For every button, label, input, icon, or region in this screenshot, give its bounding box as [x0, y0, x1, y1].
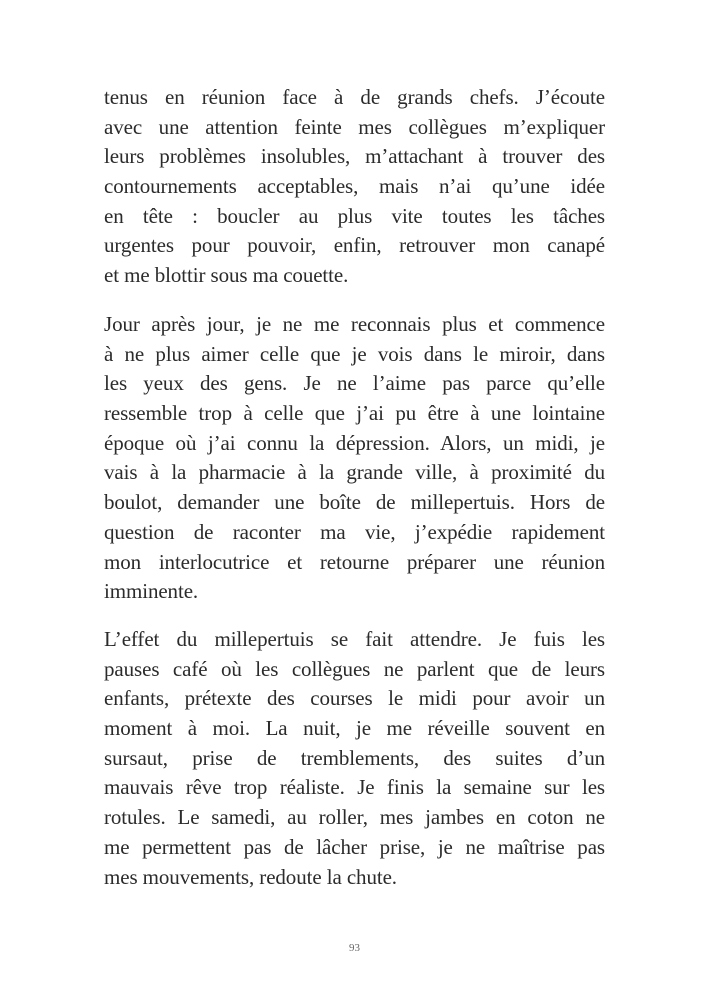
text-line: tenus en réunion face à de grands chefs. J’écoute	[104, 85, 605, 109]
text-line: boulot, demander une boîte de millepertuis. Hors de	[104, 490, 605, 515]
paragraph-1	[104, 83, 605, 291]
text-line: mauvais rêve trop réaliste. Je finis la semaine sur les	[104, 775, 605, 800]
paragraph-2	[104, 310, 605, 607]
text-line: Jour après jour, je ne me reconnais plus et commence	[104, 312, 605, 336]
text-line: question de raconter ma vie, j’expédie rapidement	[104, 519, 605, 544]
text-line: à ne plus aimer celle que je vois dans le miroir, dans	[104, 341, 605, 366]
text-line: moment à moi. La nuit, je me réveille souvent en	[104, 716, 605, 741]
text-line: en tête : boucler au plus vite toutes les tâches	[104, 203, 605, 228]
text-line: mes mouvements, redoute la chute.	[104, 864, 397, 889]
text-line: avec une attention feinte mes collègues m’expliquer	[104, 114, 605, 139]
text-line: rotules. Le samedi, au roller, mes jambes en coton ne	[104, 805, 605, 830]
text-line: enfants, prétexte des courses le midi pour avoir un	[104, 686, 605, 711]
text-line: mon interlocutrice et retourne préparer une réunion	[104, 549, 605, 574]
text-line: imminente.	[104, 579, 199, 604]
paragraph-3	[104, 625, 605, 892]
text-line: leurs problèmes insolubles, m’attachant à trouver des	[104, 144, 605, 169]
text-line: pauses café où les collègues ne parlent que de leurs	[104, 656, 605, 681]
text-line: me permettent pas de lâcher prise, je ne maîtrise pas	[104, 834, 605, 859]
text-line: contournements acceptables, mais n’ai qu’une idée	[104, 174, 605, 199]
text-line: vais à la pharmacie à la grande ville, à proximité du	[104, 460, 605, 485]
text-line: ressemble trop à celle que j’ai pu être à une lointaine	[104, 401, 605, 426]
text-line: et me blottir sous ma couette.	[104, 263, 349, 288]
text-line: époque où j’ai connu la dépression. Alors, un midi, je	[104, 430, 605, 455]
text-line: L’effet du millepertuis se fait attendre. Je fuis les	[104, 627, 605, 651]
page-number: 93	[349, 942, 360, 954]
text-line: sursaut, prise de tremblements, des suites d’un	[104, 745, 605, 770]
text-line: les yeux des gens. Je ne l’aime pas parce qu’elle	[104, 371, 605, 396]
text-line: urgentes pour pouvoir, enfin, retrouver mon canapé	[104, 233, 605, 258]
